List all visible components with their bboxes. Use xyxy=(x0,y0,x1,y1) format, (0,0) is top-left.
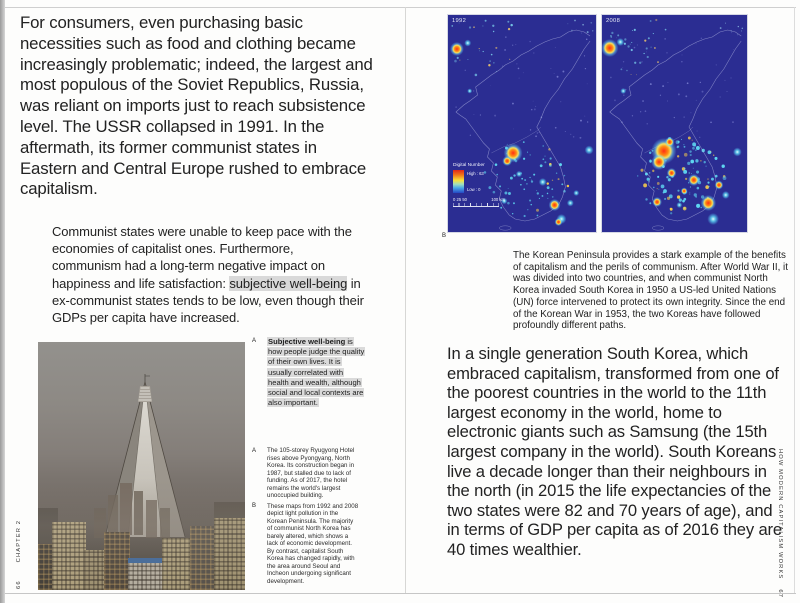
haze-overlay xyxy=(38,342,245,590)
paragraph-south-korea: In a single generation South Korea, which embraced capitalism, transformed from one of the poorest countries in the world to the 11th largest economy in the world, home to electronic giants such as Samsung (the 15th largest company in the world). South Koreans live a decade longer than their neighbours in the north (in 2015 the life expectancies of the two states were 82 and 70 years of age), and in terms of GDP per capita as of 2016 they are 40 times wealthier. xyxy=(447,344,782,559)
page-edge-left xyxy=(0,0,5,603)
sidenote-title: Subjective well-being xyxy=(268,337,346,346)
legend-title: Digital Number xyxy=(453,163,485,168)
light-pollution-map-svg xyxy=(602,15,747,232)
para2-text-after: in ex-communist states tends to be low, even though their GDPs per capita have increased. xyxy=(52,275,364,326)
right-page-number: 67 xyxy=(777,589,783,599)
map-year-label-1992: 1992 xyxy=(452,18,467,24)
page-edge-right xyxy=(794,7,795,593)
figure-marker-b: B xyxy=(442,233,447,239)
chapter-label: CHAPTER 2 xyxy=(16,519,22,563)
left-margin-label xyxy=(16,520,22,589)
legend-low-label: Low : 0 xyxy=(467,187,481,192)
page-gutter xyxy=(405,7,406,593)
scale-unit-label: 100 km xyxy=(491,197,505,202)
highlighted-term: subjective well-being xyxy=(229,275,348,291)
caption-b-text: These maps from 1992 and 2008 depict light pollution in the Korean Peninsula. The majority of communist North Korea has barely altered, which shows a lack of economic development. By contrast, capitalist South Korea has changed rapidly, with the area around Seoul and Incheon undergoing significant development. xyxy=(267,502,359,585)
map-scale xyxy=(453,197,505,207)
scale-bar xyxy=(453,203,499,207)
caption-a-marker: A xyxy=(252,447,257,454)
caption-a xyxy=(252,447,368,500)
light-pollution-map-2008 xyxy=(601,14,748,233)
map-year-label-2008: 2008 xyxy=(606,18,621,24)
para2-text: Communist states were unable to keep pace with the economies of capitalist ones. Furthermore, communism had a long-term negative impact on happiness and life satisfaction: xyxy=(52,224,352,291)
legend-colorbar xyxy=(453,170,464,193)
paragraph-ussr-collapse: For consumers, even purchasing basic necessities such as food and clothing became increasingly problematic; indeed, the largest and most populous of the Soviet Republics, Russia, was reliant on imports just to reach subsistence level. The USSR collapsed in 1991. In the aftermath, its former communist states in Eastern and Central Europe rushed to embrace capitalism. xyxy=(20,13,373,199)
paragraph-communist-states xyxy=(52,223,364,326)
page-edge-bottom xyxy=(5,593,796,594)
book-title-label: HOW MODERN CAPITALISM WORKS xyxy=(777,449,783,580)
photo-captions xyxy=(252,447,368,588)
caption-b xyxy=(252,503,368,586)
map-legend xyxy=(453,163,517,207)
sidenote-text xyxy=(267,337,365,408)
ryugyong-hotel-photo xyxy=(38,342,245,590)
legend-high-label: High : 63 xyxy=(467,171,484,176)
sidenote-body: is how people judge the quality of their own lives. It is usually correlated with health and wealth, although social and local contexts are also important. xyxy=(268,337,365,408)
sidenote-marker: A xyxy=(252,338,257,344)
caption-a-text: The 105-storey Ryugyong Hotel rises above Pyongyang, North Korea. Its construction began in 1987, but stalled due to lack of funding. As of 2017, the hotel remains the world's largest unoccupied building. xyxy=(267,447,355,499)
map-caption: The Korean Peninsula provides a stark example of the benefits of capitalism and the perils of communism. After World War II, it was divided into two countries, and when communist North Korea invaded South Korea in 1950 a US-led United Nations (UN) force intervened to protect its own integrity. Since the end of the Korean War in 1953, the two Koreas have followed profoundly different paths. xyxy=(513,250,788,332)
left-page-number: 66 xyxy=(16,580,22,589)
light-pollution-map-1992 xyxy=(447,14,597,233)
right-margin-label xyxy=(777,449,783,598)
page-edge-top xyxy=(5,7,796,8)
caption-b-marker: B xyxy=(252,503,257,509)
sidenote-subjective-wellbeing xyxy=(252,337,368,408)
scale-ticks-label: 0 25 50 xyxy=(453,197,467,202)
